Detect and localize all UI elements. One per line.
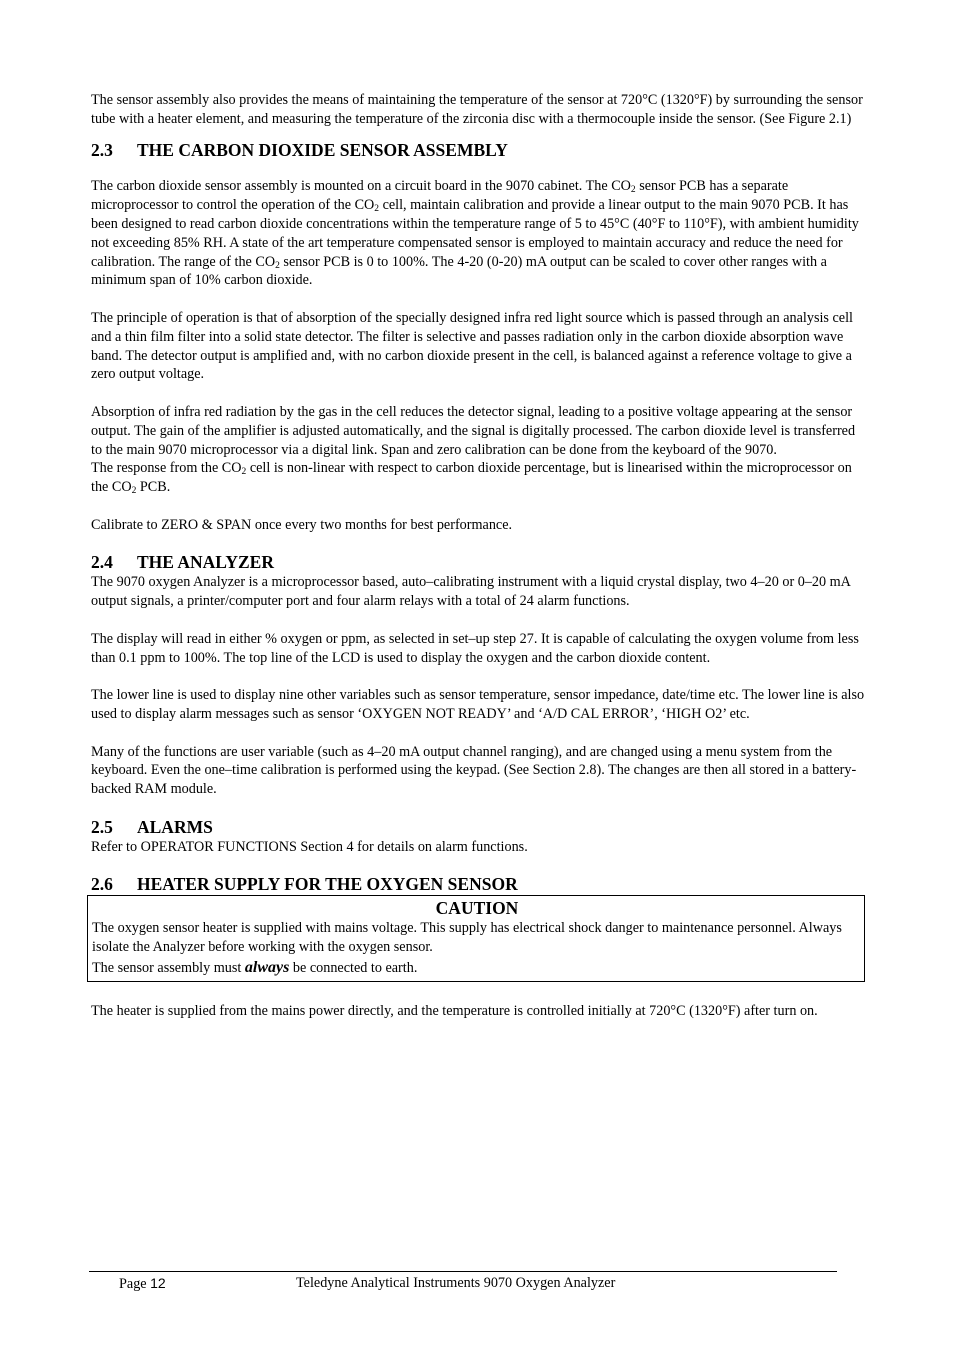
heater-paragraph: The heater is supplied from the mains power directly, and the temperature is controlled initially at 720°C (1320°F) after turn on.: [91, 1002, 818, 1019]
section-title: THE CARBON DIOXIDE SENSOR ASSEMBLY: [137, 140, 508, 161]
calibrate-paragraph: Calibrate to ZERO & SPAN once every two months for best performance.: [91, 516, 513, 533]
subscript: 2: [374, 204, 380, 215]
caution-title: CAUTION: [435, 898, 519, 919]
subscript: 2: [275, 260, 280, 271]
section-number: 2.5: [91, 816, 113, 837]
footer-title: Teledyne Analytical Instruments 9070 Oxygen Analyzer: [296, 1275, 616, 1291]
emphasis: always: [244, 958, 290, 976]
footer-rule: [89, 1271, 837, 1272]
section-number: 2.4: [91, 552, 113, 573]
section-heading-2-3: [91, 139, 865, 161]
page-label: Page: [119, 1276, 151, 1292]
text-run: be connected to earth.: [289, 959, 418, 976]
section-number: 2.3: [91, 140, 113, 161]
text-run: cell is non-linear with respect to carbon dioxide percentage, but is linearised within the microprocessor on the CO: [91, 460, 852, 496]
analyzer-paragraph-4: Many of the functions are user variable (such as 4–20 mA output channel ranging), and are changed using a menu system from the keyboard. Even the one–time calibration is performed using the keypad. (See Section 2.8). The changes are then all stored in a battery-backed RAM module.: [91, 743, 857, 798]
caution-earth-paragraph: [92, 959, 862, 978]
text-run: The sensor assembly must: [92, 959, 245, 976]
page-number: 12: [150, 1275, 166, 1291]
alarms-paragraph: Refer to OPERATOR FUNCTIONS Section 4 for details on alarm functions.: [91, 838, 528, 855]
analyzer-paragraph-1: The 9070 oxygen Analyzer is a microprocessor based, auto–calibrating instrument with a liquid crystal display, two 4–20 or 0–20 mA output signals, a printer/computer port and four alarm relays with a total of 24 alarm functions.: [91, 574, 851, 610]
section-heading-2-5: [91, 816, 865, 838]
section-heading-2-4: [91, 551, 865, 573]
intro-paragraph: The sensor assembly also provides the means of maintaining the temperature of the sensor at 720°C (1320°F) by surrounding the sensor tube with a heater element, and measuring the temperature of the zirconia disc with a thermocouple inside the sensor. (See Figure 2.1): [91, 92, 863, 127]
response-paragraph: [91, 459, 865, 497]
principle-paragraph: The principle of operation is that of absorption of the specially designed infra red light source which is passed through an analysis cell and a thin film filter into a solid state detector. The filter is selective and passes radiation only in the carbon dioxide absorption wave band. The detector output is amplified and, with no carbon dioxide present in the cell, is balanced against a reference voltage to give a zero output voltage.: [91, 309, 853, 383]
caution-box: [87, 895, 865, 981]
analyzer-paragraph-2: The display will read in either % oxygen or ppm, as selected in set–up step 27. It is capable of calculating the oxygen volume from less than 0.1 ppm to 100%. The top line of the LCD is used to display the oxygen and the carbon dioxide content.: [91, 630, 859, 666]
section-title: HEATER SUPPLY FOR THE OXYGEN SENSOR: [137, 874, 518, 895]
text-run: sensor PCB is 0 to 100%. The 4-20 (0-20) mA output can be scaled to cover other ranges with a minimum span of 10% carbon dioxide.: [91, 253, 827, 289]
section-title: THE ANALYZER: [137, 552, 274, 573]
analyzer-paragraph-3: The lower line is used to display nine other variables such as sensor temperature, sensor impedance, date/time etc. The lower line is also used to display alarm messages such as sensor ‘OXYGEN NOT READY’ and ‘A/D CAL ERROR’, ‘HIGH O2’ etc.: [91, 687, 865, 722]
co2-sensor-paragraph: [91, 177, 865, 290]
footer-page: [119, 1274, 166, 1294]
subscript: 2: [241, 467, 247, 478]
text-run: PCB.: [136, 479, 171, 496]
page-content: [91, 91, 865, 1039]
absorption-paragraph: Absorption of infra red radiation by the gas in the cell reduces the detector signal, leading to a positive voltage appearing at the sensor output. The gain of the amplifier is adjusted automatically, and the signal is digitally processed. The carbon dioxide level is transferred to the main 9070 microprocessor via a digital link. Span and zero calibration can be done from the keyboard of the 9070.: [91, 403, 856, 458]
subscript: 2: [630, 185, 636, 196]
caution-paragraph: The oxygen sensor heater is supplied with mains voltage. This supply has electrical shock danger to maintenance personnel. Always isolate the Analyzer before working with the oxygen sensor.: [92, 920, 842, 956]
section-heading-2-6: [91, 873, 865, 895]
section-title: ALARMS: [137, 816, 213, 837]
text-run: cell, maintain calibration and provide a linear output to the main 9070 PCB. It has been designed to read carbon dioxide concentrations within the temperature range of 5 to 45°C (40°F to 110°F), with ambient humidity not exceeding 85% RH. A state of the art temperature compensated sensor is employed to maintain accuracy and reduce the need for calibration. The range of the CO: [91, 197, 859, 270]
text-run: sensor PCB has a separate microprocessor to control the operation of the CO: [91, 178, 789, 214]
subscript: 2: [131, 486, 137, 497]
text-run: The carbon dioxide sensor assembly is mounted on a circuit board in the 9070 cabinet. The CO: [91, 178, 631, 195]
text-run: The response from the CO: [91, 460, 242, 477]
section-number: 2.6: [91, 874, 113, 895]
